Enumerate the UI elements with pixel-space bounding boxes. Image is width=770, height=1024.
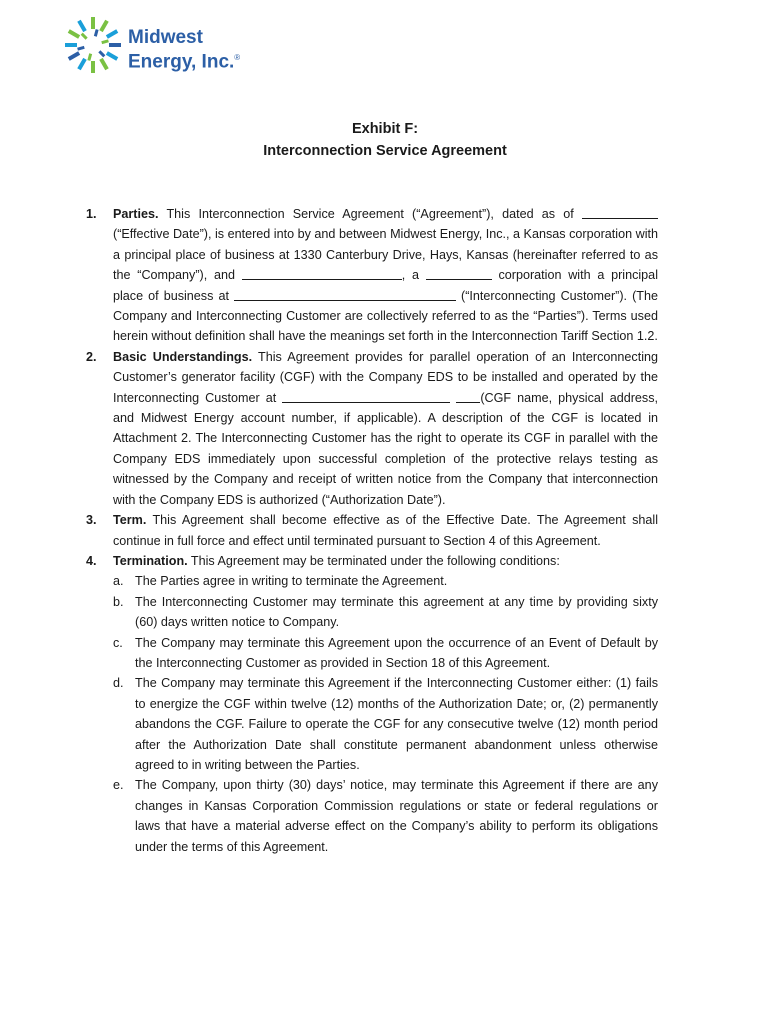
customer-name-blank[interactable] [242, 266, 402, 280]
section-basic-understandings [86, 347, 658, 510]
section-text: (“Interconnecting Customer”). (The Company and Interconnecting Customer are collectively referred to as the “Parties”). Terms used herein without definition shall have the meanings set forth in the Interconnection Tariff Section 1.2. [113, 288, 658, 344]
section-heading: Termination. [113, 553, 188, 568]
section-heading: Term. [113, 513, 147, 528]
condition-text: The Company may terminate this Agreement if the Interconnecting Customer either: (1) fails to energize the CGF within twelve (12) months of the Authorization Date; or, (2) permanently abandons the CGF. Failure to operate the CGF for any consecutive twelve (12) month period after the Authorization Date shall constitute permanent abandonment unless otherwise agreed to in writing between the Parties. [135, 676, 658, 772]
title-line-2: Interconnection Service Agreement [263, 143, 507, 159]
condition-text: The Parties agree in writing to terminate the Agreement. [135, 574, 448, 589]
condition-letter: e. [113, 778, 124, 793]
condition-letter: a. [113, 574, 124, 589]
section-text: corporation with a principal place of business at [113, 268, 658, 303]
termination-condition [113, 775, 658, 857]
condition-text: The Company, upon thirty (30) days’ notice, may terminate this Agreement if there are any changes in Kansas Corporation Commission regulations or state or federal regulations or laws that have a material adverse effect on the Company’s ability to perform its obligations under the terms of this Agreement. [135, 778, 658, 854]
section-term [86, 510, 658, 551]
section-text: (“Effective Date”), is entered into by and between Midwest Energy, Inc., a Kansas corporation with a principal place of business at 1330 Canterbury Drive, Hays, Kansas (hereinafter referred to as the “Company”), and [113, 227, 658, 283]
section-number: 1. [86, 207, 97, 221]
condition-letter: b. [113, 594, 124, 609]
section-text: This Agreement provides for parallel operation of an Interconnecting Customer’s generator facility (CGF) with the Company EDS to be installed and operated by the Interconnecting Customer at [113, 349, 658, 405]
logo-line-1: Midwest [128, 27, 203, 48]
condition-letter: c. [113, 635, 123, 650]
condition-text: The Interconnecting Customer may terminate this agreement at any time by providing sixty (60) days written notice to Company. [135, 594, 658, 630]
section-parties [86, 204, 658, 347]
logo-wordmark [128, 28, 240, 72]
condition-text: The Company may terminate this Agreement upon the occurrence of an Event of Default by the Interconnecting Customer as provided in Section 18 of this Agreement. [135, 635, 658, 670]
termination-condition [113, 673, 658, 775]
section-text: , a [401, 268, 426, 283]
page-title [0, 118, 770, 162]
section-heading: Parties. [113, 207, 159, 221]
section-termination [86, 551, 658, 857]
termination-condition [113, 592, 658, 633]
section-text: This Agreement shall become effective as of the Effective Date. The Agreement shall continue in full force and effect until terminated pursuant to Section 4 of this Agreement. [113, 513, 658, 548]
section-number: 2. [86, 349, 97, 364]
section-number: 4. [86, 553, 97, 568]
condition-letter: d. [113, 676, 124, 691]
section-text: This Agreement may be terminated under the following conditions: [187, 553, 560, 568]
registered-mark: ® [234, 53, 241, 62]
company-logo [64, 16, 244, 78]
termination-condition [113, 571, 658, 591]
section-text: (CGF name, physical address, and Midwest Energy account number, if applicable). A description of the CGF is located in Attachment 2. The Interconnecting Customer has the right to operate its CGF in parallel with the Company EDS immediately upon successful completion of the protective relays testing as witnessed by the Company and receipt of written notice from the Company that interconnection with the Company EDS is authorized (“Authorization Date”). [113, 390, 658, 507]
logo-line-2: Energy, Inc. [128, 51, 235, 73]
agreement-body [86, 204, 658, 857]
section-heading: Basic Understandings. [113, 349, 253, 364]
title-line-1: Exhibit F: [351, 121, 419, 137]
section-text: This Interconnection Service Agreement (“Agreement”), dated as of [158, 207, 582, 221]
cgf-location-blank-continued[interactable] [456, 389, 480, 403]
customer-address-blank[interactable] [234, 287, 456, 301]
cgf-location-blank[interactable] [282, 389, 450, 403]
termination-condition [113, 633, 658, 674]
section-number: 3. [86, 513, 97, 528]
customer-state-blank[interactable] [426, 266, 492, 280]
starburst-logo-icon [64, 16, 122, 74]
effective-date-blank[interactable] [582, 205, 658, 219]
